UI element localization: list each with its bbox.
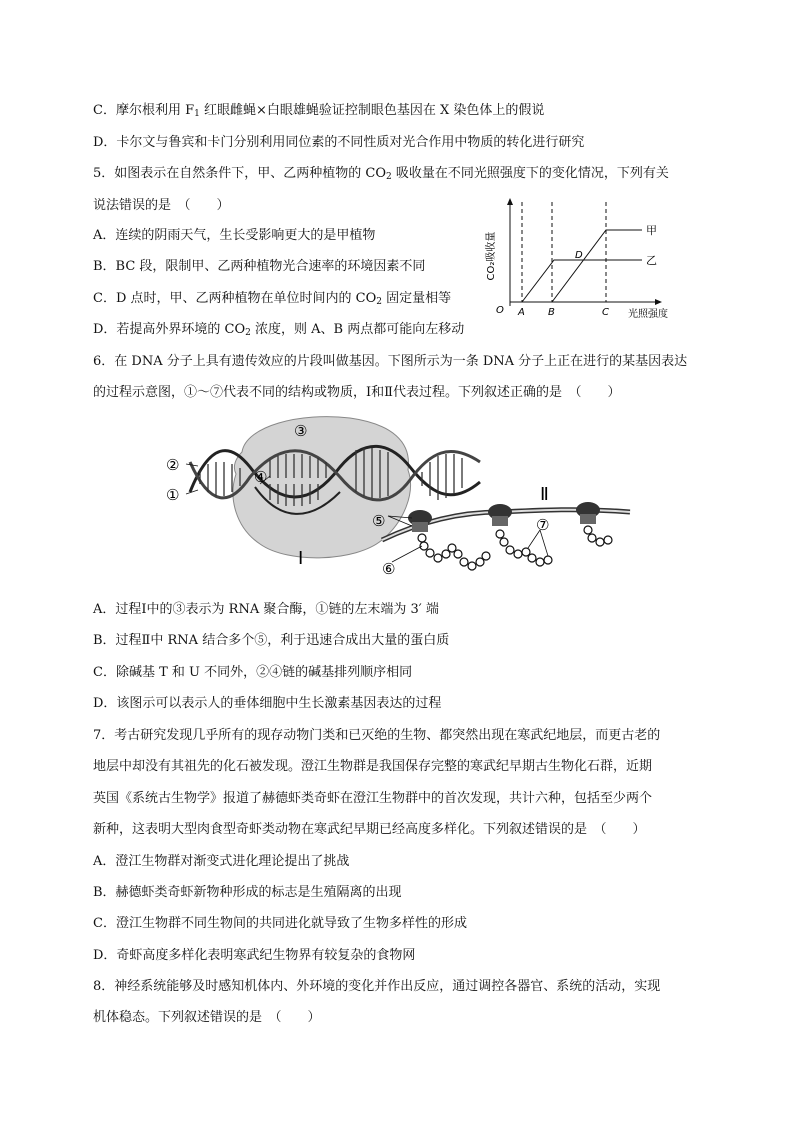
series-jia-label: 甲: [646, 224, 657, 237]
series-jia-line: [552, 230, 642, 302]
q7-stem-line4: 新种，这表明大型肉食型奇虾类动物在寒武纪早期已经高度多样化。下列叙述错误的是 （ ）: [93, 822, 646, 837]
q5-stem: 5．如图表示在自然条件下，甲、乙两种植物的 $CO_2$ 吸收量在不同光照强度下的变化情况，下列有关: [93, 166, 669, 182]
q8-stem-line2: 机体稳态。下列叙述错误的是 （ ）: [93, 1010, 321, 1025]
process-2-label: Ⅱ: [540, 484, 549, 505]
q4-option-d: D．卡尔文与鲁宾和卡门分别利用同位素的不同性质对光合作用中物质的转化进行研究: [93, 135, 585, 150]
q7-option-a: A．澄江生物群对渐变式进化理论提出了挑战: [93, 854, 350, 869]
label-1: ①: [166, 486, 180, 504]
q6-option-b: B．过程Ⅱ中 RNA 结合多个⑤，利于迅速合成出大量的蛋白质: [93, 633, 450, 648]
q5-light-intensity-chart: [482, 196, 692, 326]
q4-option-c: C．摩尔根利用 $F_1$ 红眼雌蝇×白眼雄蝇验证控制眼色基因在 X 染色体上的假说: [93, 103, 545, 119]
q6-stem-line2: 的过程示意图，①～⑦代表不同的结构或物质，Ⅰ和Ⅱ代表过程。下列叙述正确的是 （ ）: [93, 385, 621, 400]
point-a-label: A: [518, 307, 525, 318]
x-axis-label: 光照强度: [628, 309, 668, 320]
series-yi-label: 乙: [646, 254, 657, 267]
q7-stem: 7．考古研究发现几乎所有的现存动物门类和已灭绝的生物、都突然出现在寒武纪地层，而更古老的: [93, 728, 661, 743]
x-axis-arrow: [655, 299, 662, 305]
q8-stem: 8．神经系统能够及时感知机体内、外环境的变化并作出反应，通过调控各器官、系统的活动，实现: [93, 979, 661, 994]
q6-option-a: A．过程Ⅰ中的③表示为 RNA 聚合酶，①链的左末端为 3′ 端: [93, 602, 439, 617]
ribosome-3: [576, 502, 600, 524]
q5-stem-line2: 说法错误的是 （ ）: [93, 198, 230, 213]
q5-option-a: A．连续的阴雨天气，生长受影响更大的是甲植物: [93, 228, 376, 243]
label-5: ⑤: [372, 512, 386, 530]
point-c-label: C: [602, 307, 609, 318]
series-yi-line: [522, 260, 642, 302]
y-axis-arrow: [507, 198, 513, 205]
point-d-label: D: [575, 250, 583, 261]
process-1-label: Ⅰ: [298, 548, 304, 569]
gene-expression-figure: [160, 412, 640, 584]
q6-option-d: D．该图示可以表示人的垂体细胞中生长激素基因表达的过程: [93, 696, 442, 711]
q6-stem: 6．在 DNA 分子上具有遗传效应的片段叫做基因。下图所示为一条 DNA 分子上正在进行的某基因表达: [93, 354, 688, 369]
label-4: ④: [254, 468, 268, 486]
origin-label: O: [496, 305, 504, 316]
q7-stem-line2: 地层中却没有其祖先的化石被发现。澄江生物群是我国保存完整的寒武纪早期古生物化石群，近期: [93, 759, 653, 774]
label-6: ⑥: [382, 560, 396, 578]
ribosome-2: [488, 504, 512, 526]
q5-option-b: B．BC 段，限制甲、乙两种植物光合速率的环境因素不同: [93, 259, 426, 274]
label-2: ②: [166, 456, 180, 474]
q7-option-c: C．澄江生物群不同生物间的共同进化就导致了生物多样性的形成: [93, 916, 467, 931]
q6-option-c: C．除碱基 T 和 U 不同外，②④链的碱基排列顺序相同: [93, 665, 413, 680]
peptide-chains: [418, 526, 612, 570]
q7-option-d: D．奇虾高度多样化表明寒武纪生物界有较复杂的食物网: [93, 948, 416, 963]
label-7: ⑦: [536, 516, 550, 534]
q7-option-b: B．赫德虾类奇虾新物种形成的标志是生殖隔离的出现: [93, 885, 402, 900]
q5-option-d: D．若提高外界环境的 $CO_2$ 浓度，则 A、B 两点都可能向左移动: [93, 322, 465, 338]
label-3: ③: [294, 422, 308, 440]
point-b-label: B: [548, 307, 555, 318]
q7-stem-line3: 英国《系统古生物学》报道了赫德虾类奇虾在澄江生物群中的首次发现，共计六种，包括至少两个: [93, 791, 653, 806]
q5-option-c: C．D 点时，甲、乙两种植物在单位时间内的 $CO_2$ 固定量相等: [93, 291, 452, 307]
y-axis-label: CO₂吸收量: [486, 231, 497, 281]
